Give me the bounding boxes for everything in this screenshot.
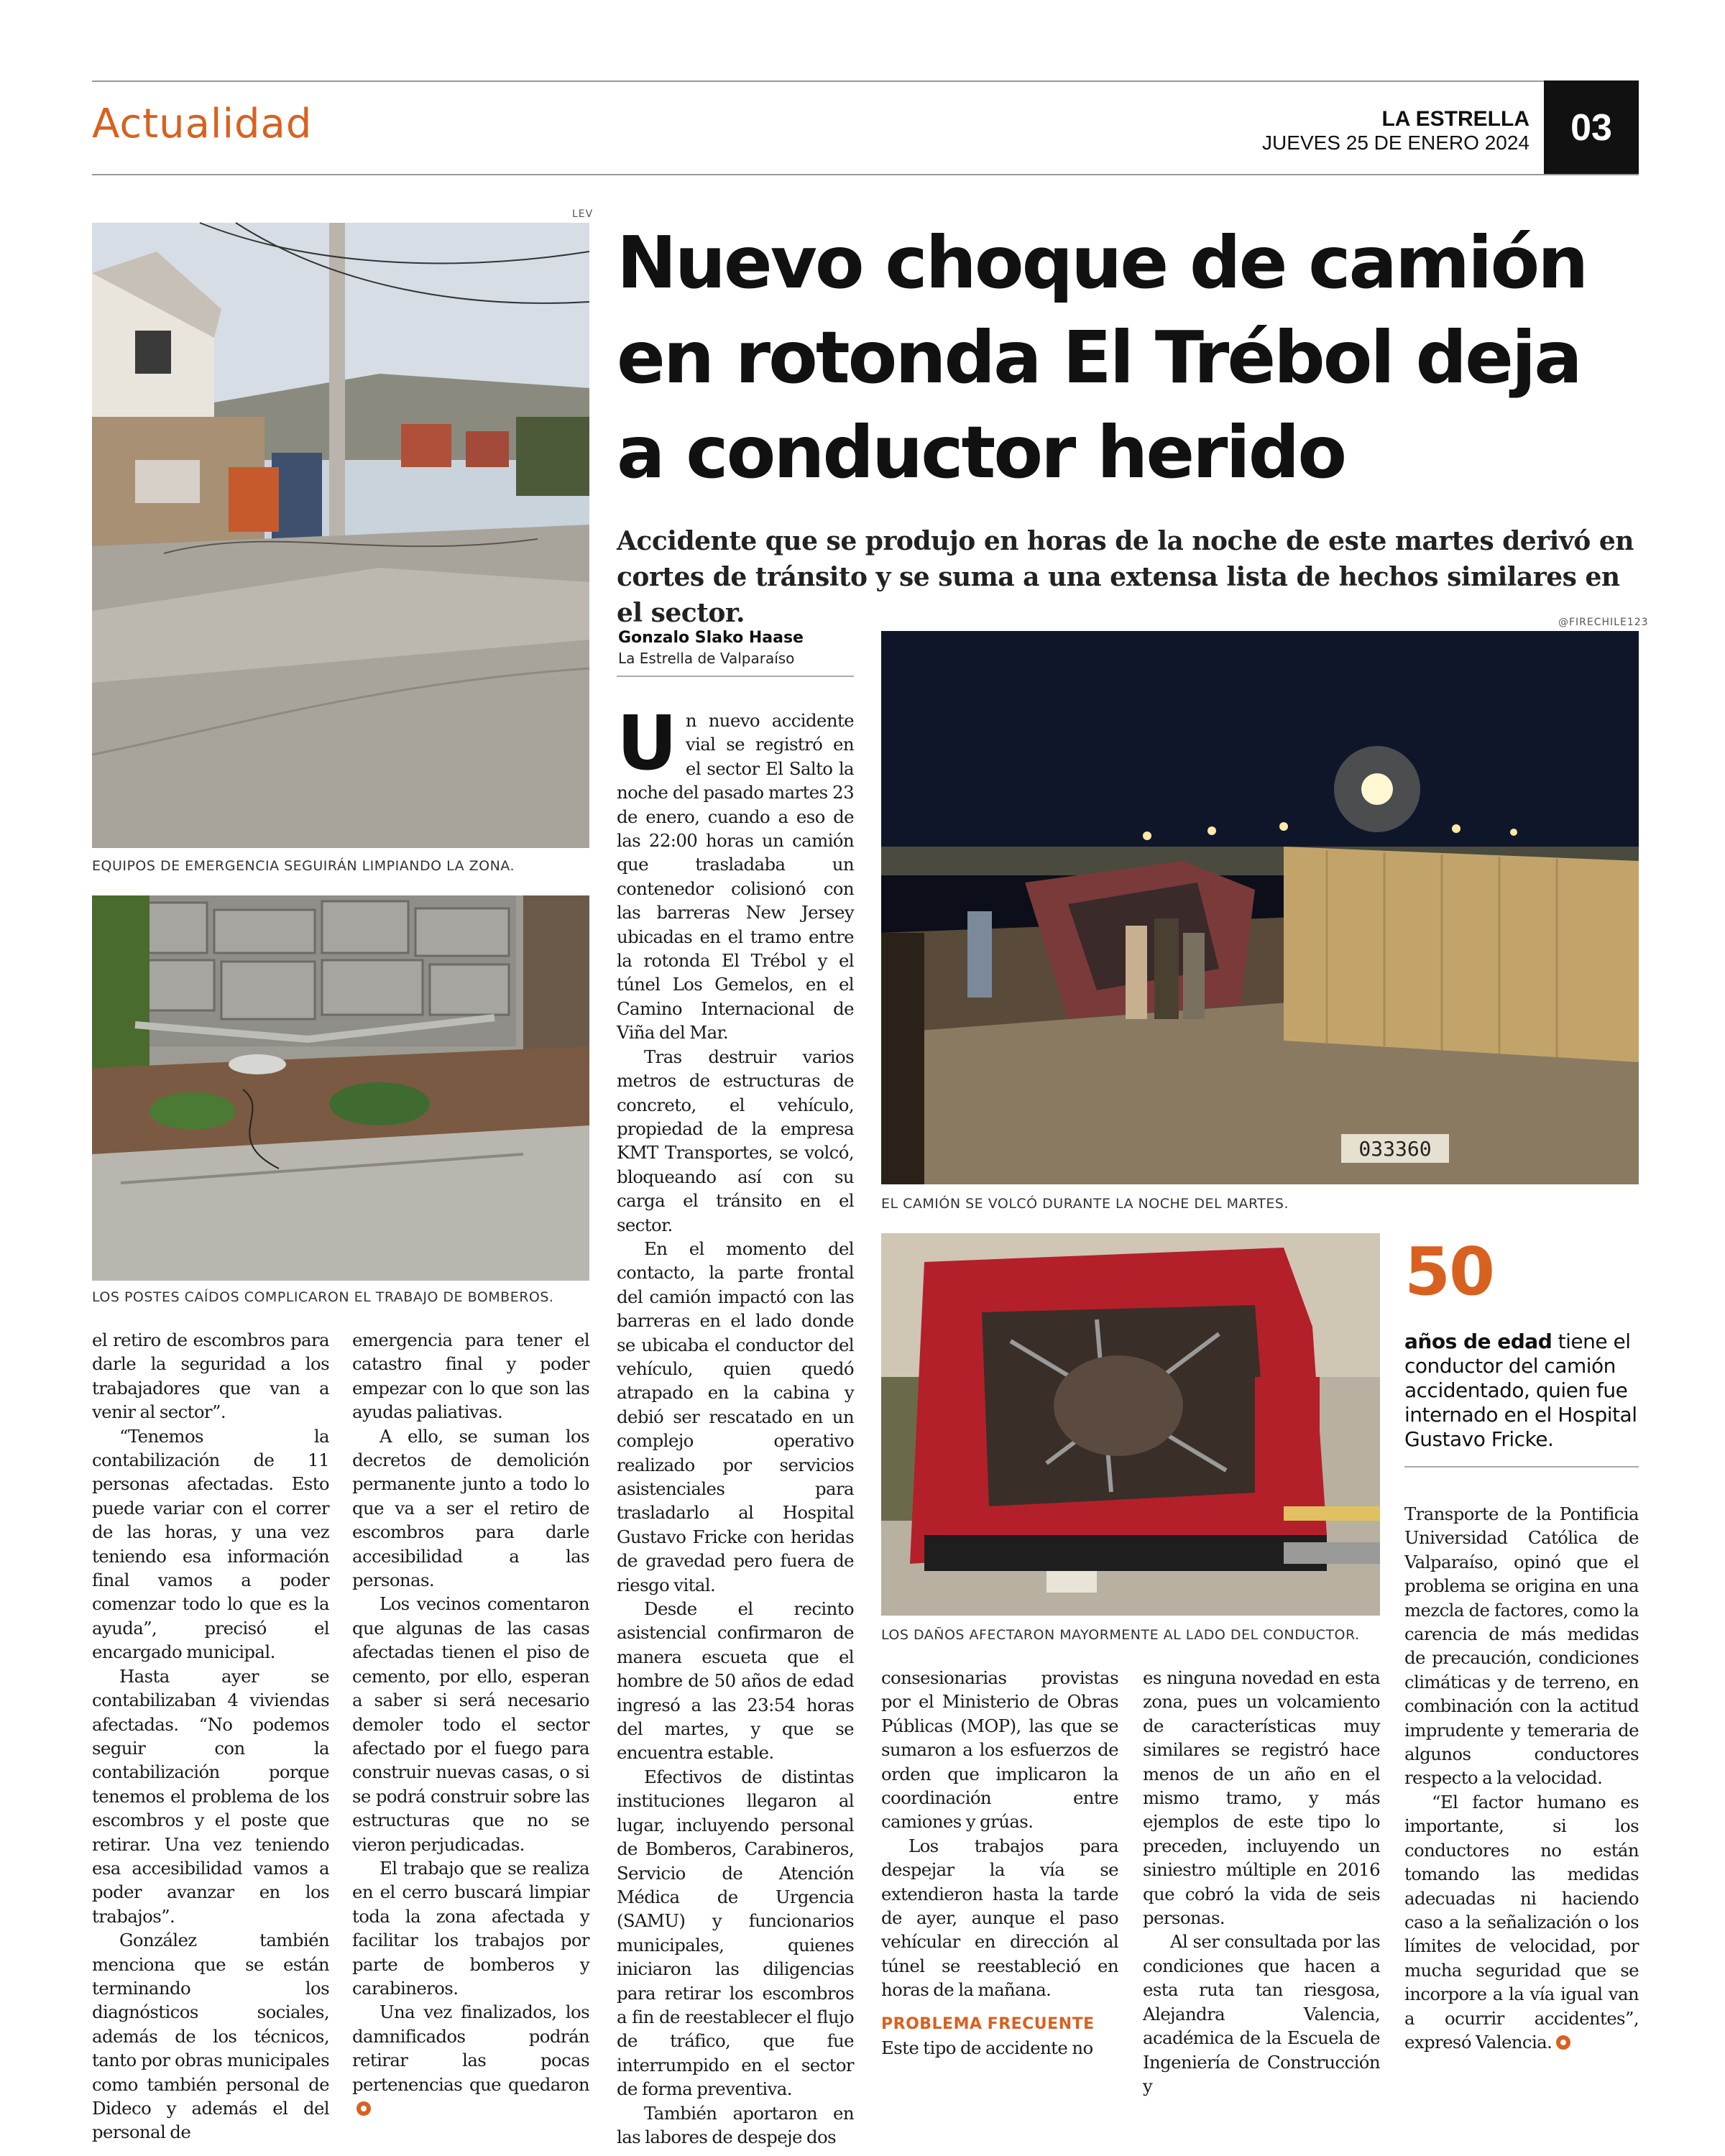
paragraph: el retiro de escombros para darle la seguridad a los trabajadores que van a venir al sector”.	[92, 1330, 329, 1423]
paragraph: Transporte de la Pontificia Universidad Católica de Valparaíso, opinó que el problema se origina en una mezcla de factores, como la carencia de más medidas de precaución, condiciones climáticas y de terreno, en combinación con la actitud imprudente y temeraria de algunos conductores respecto a la velocidad.	[1404, 1503, 1639, 1789]
end-of-article-icon	[1556, 2035, 1570, 2050]
paragraph: Desde el recinto asistencial confirmaron de manera escueta que el hombre de 50 años de edad ingresó a las 23:54 horas del martes, y que se encuentra estable.	[617, 1598, 854, 1764]
paragraph: consesionarias provistas por el Ministerio de Obras Públicas (MOP), las que se sumaron a los esfuerzos de orden que implicaron la coordinación entre camiones y grúas.	[881, 1667, 1118, 1833]
paragraph: es ninguna novedad en esta zona, pues un volcamiento de características muy similares se registró hace menos de un año en el mismo tramo, y más ejemplos de este tipo lo preceden, incluyendo un siniestro múltiple en 2016 que cobró la vida de seis personas.	[1143, 1667, 1380, 1929]
byline-rule	[617, 676, 854, 677]
author-outlet: La Estrella de Valparaíso	[618, 650, 795, 667]
paragraph-text: “El factor humano es importante, si los conductores no están tomando las medidas adecuadas ni haciendo caso a la señalización o los límites de velocidad, por mucha seguridad que se incorpore a la vía igual van a ocurrir accidentes”, expresó Valencia.	[1404, 1791, 1639, 2053]
photo-caption: LOS DAÑOS AFECTARON MAYORMENTE AL LADO DEL CONDUCTOR.	[881, 1627, 1360, 1643]
paragraph-text: Una vez finalizados, los damnificados podrán retirar las pocas pertenencias que quedaron	[352, 2001, 589, 2095]
article-headline: Nuevo choque de camión en rotonda El Trébol deja a conductor herido	[617, 221, 1587, 494]
paragraph: Los vecinos comentaron que algunas de las casas afectadas tienen el piso de cemento, por ello, esperan a saber si será necesario demoler todo el sector afectado por el fuego para construir nuevas casas, o si se podrá construir sobre las estructuras que no se vieron perjudicadas.	[352, 1593, 589, 1855]
paragraph: Efectivos de distintas instituciones llegaron al lugar, incluyendo personal de Bomberos, Carabineros, Servicio de Atención Médica de Urgencia (SAMU) y funcionarios municipales, quienes iniciaron las diligencias para retirar los escombros a fin de reestablecer el flujo de tráfico, que fue interrumpido en el sector de forma preventiva.	[617, 1766, 854, 2100]
truck-plate-number: 033360	[1358, 1137, 1432, 1161]
article-column-5	[1404, 1502, 1639, 2081]
paragraph-text: n nuevo accidente vial se registró en el sector El Salto la noche del pasado martes 23 de enero, cuando a eso de las 22:00 horas un camión que trasladaba un contenedor colisionó con las barreras New Jersey ubicadas en el tramo entre la rotonda El Trébol y el túnel Los Gemelos, en el Camino Internacional de Viña del Mar.	[617, 710, 854, 1044]
drop-cap: U	[617, 699, 677, 787]
photo-credit: LEV	[572, 208, 594, 220]
photo-fallen-poles	[92, 895, 589, 1281]
article-column-3	[881, 1666, 1118, 2081]
photo-overturned-truck	[881, 631, 1639, 1184]
paragraph	[352, 2000, 589, 2120]
factoid-text	[1404, 1330, 1639, 1452]
newspaper-name: LA ESTRELLA	[1381, 107, 1530, 131]
page-number: 03	[1544, 80, 1639, 175]
section-name: Actualidad	[92, 101, 313, 147]
paragraph: González también menciona que se están terminando los diagnósticos sociales, además de los técnicos, tanto por obras municipales como también personal de Dideco y además el del personal de	[92, 1930, 329, 2143]
photo-credit: @FIRECHILE123	[1558, 617, 1649, 628]
end-of-article-icon	[356, 2101, 371, 2116]
photo-caption: EL CAMIÓN SE VOLCÓ DURANTE LA NOCHE DEL MARTES.	[881, 1196, 1289, 1212]
paragraph: En el momento del contacto, la parte frontal del camión impactó con las barreras en el lado donde se ubicaba el conductor del vehículo, quien quedó atrapado en la cabina y debió ser rescatado en un complejo operativo realizado por servicios asistenciales para trasladarlo al Hospital Gustavo Fricke con heridas de gravedad pero fuera de riesgo vital.	[617, 1238, 854, 1595]
photo-caption: LOS POSTES CAÍDOS COMPLICARON EL TRABAJO DE BOMBEROS.	[92, 1289, 554, 1305]
top-rule	[92, 80, 1639, 82]
article-column-left-2	[352, 1328, 589, 2095]
paragraph: También aportaron en las labores de despeje dos	[617, 2102, 854, 2147]
paragraph	[1404, 1790, 1639, 2054]
paragraph	[617, 699, 854, 1045]
factoid-rule	[1404, 1466, 1639, 1468]
author-name: Gonzalo Slako Haase	[618, 629, 804, 647]
photo-emergency-crews	[92, 223, 589, 848]
paragraph: Al ser consultada por las condiciones que hacen a esta ruta tan riesgosa, Alejandra Valencia, académica de la Escuela de Ingeniería de Construcción y	[1143, 1931, 1380, 2096]
article-column-main	[617, 699, 854, 2147]
issue-date: JUEVES 25 DE ENERO 2024	[1262, 132, 1530, 154]
article-column-left-1	[92, 1328, 329, 2143]
article-column-4	[1143, 1666, 1380, 2096]
factoid-bold: años de edad	[1404, 1330, 1552, 1353]
factoid-number: 50	[1404, 1233, 1494, 1310]
header-rule	[92, 174, 1639, 175]
photo-damaged-cab	[881, 1233, 1380, 1616]
paragraph: “Tenemos la contabilización de 11 personas afectadas. Esto puede variar con el correr de las horas, y una vez teniendo esa información final vamos a poder comenzar todo lo que es la ayuda”, precisó el encargado municipal.	[92, 1425, 329, 1663]
paragraph: Este tipo de accidente no	[881, 2037, 1093, 2059]
factoid-body: tiene el conductor del camión accidentado, quien fue internado en el Hospital Gustavo Fricke.	[1404, 1330, 1637, 1451]
paragraph: Hasta ayer se contabilizaban 4 viviendas afectadas. “No podemos seguir con la contabilización porque tenemos el problema de los escombros y el poste que retirar. Una vez teniendo esa accesibilidad vamos a poder avanzar en los trabajos”.	[92, 1665, 329, 1927]
paragraph: emergencia para tener el catastro final y poder empezar con lo que son las ayudas paliativas.	[352, 1330, 589, 1423]
paragraph: Los trabajos para despejar la vía se extendieron hasta la tarde de ayer, aunque el paso vehícular en dirección al túnel se reestableció en horas de la mañana.	[881, 1835, 1118, 2001]
photo-caption: EQUIPOS DE EMERGENCIA SEGUIRÁN LIMPIANDO LA ZONA.	[92, 858, 515, 874]
article-deck: Accidente que se produjo en horas de la noche de este martes derivó en cortes de tránsito y se suma a una extensa lista de hechos similares en el sector.	[617, 526, 1634, 628]
paragraph: Tras destruir varios metros de estructuras de concreto, el vehículo, propiedad de la empresa KMT Transportes, se volcó, bloqueando así con su carga el tránsito en el sector.	[617, 1046, 854, 1235]
paragraph: A ello, se suman los decretos de demolición permanente junto a todo lo que va a ser el retiro de escombros para darle accesibilidad a las personas.	[352, 1425, 589, 1591]
section-subhead: PROBLEMA FRECUENTE	[881, 2014, 1095, 2033]
paragraph: El trabajo que se realiza en el cerro buscará limpiar toda la zona afectada y facilitar los trabajos por parte de bomberos y carabineros.	[352, 1857, 589, 1999]
